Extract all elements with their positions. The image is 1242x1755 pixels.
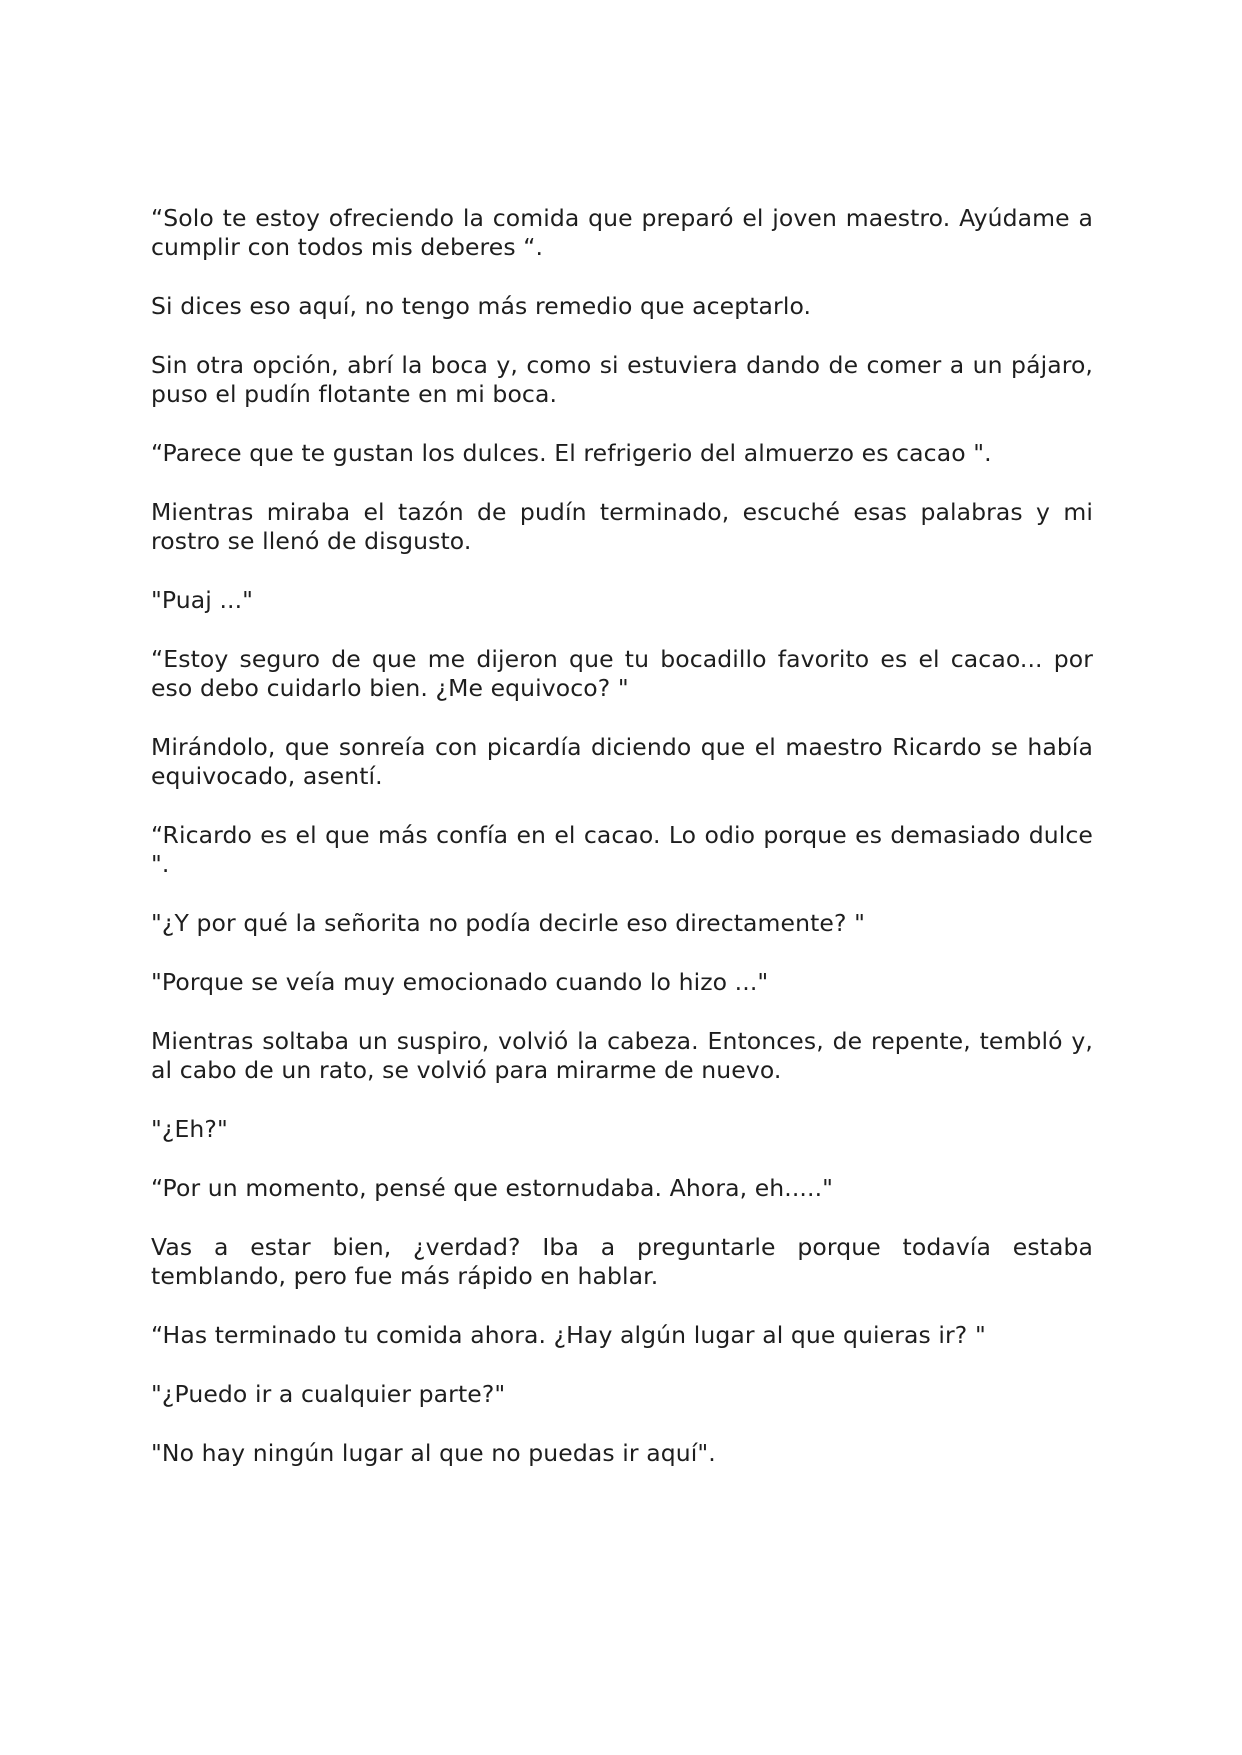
paragraph: Si dices eso aquí, no tengo más remedio que aceptarlo. bbox=[151, 292, 812, 320]
paragraph: “Has terminado tu comida ahora. ¿Hay algún lugar al que quieras ir? " bbox=[151, 1321, 986, 1349]
paragraph: “Solo te estoy ofreciendo la comida que preparó el joven maestro. Ayúdame a cumplir con todos mis deberes “. bbox=[151, 204, 1093, 261]
paragraph: Vas a estar bien, ¿verdad? Iba a preguntarle porque todavía estaba temblando, pero fue más rápido en hablar. bbox=[151, 1233, 1093, 1290]
paragraph: "¿Puedo ir a cualquier parte?" bbox=[151, 1380, 506, 1408]
paragraph: "¿Y por qué la señorita no podía decirle eso directamente? " bbox=[151, 909, 866, 937]
paragraph: "No hay ningún lugar al que no puedas ir aquí". bbox=[151, 1439, 716, 1467]
document-body bbox=[151, 204, 1093, 1498]
paragraph: Sin otra opción, abrí la boca y, como si estuviera dando de comer a un pájaro, puso el pudín flotante en mi boca. bbox=[151, 351, 1093, 408]
paragraph: Mientras miraba el tazón de pudín terminado, escuché esas palabras y mi rostro se llenó de disgusto. bbox=[151, 498, 1093, 555]
paragraph: “Ricardo es el que más confía en el cacao. Lo odio porque es demasiado dulce ". bbox=[151, 821, 1093, 878]
paragraph: “Parece que te gustan los dulces. El refrigerio del almuerzo es cacao ". bbox=[151, 439, 992, 467]
paragraph: “Estoy seguro de que me dijeron que tu bocadillo favorito es el cacao... por eso debo cuidarlo bien. ¿Me equivoco? " bbox=[151, 645, 1093, 702]
paragraph: Mientras soltaba un suspiro, volvió la cabeza. Entonces, de repente, tembló y, al cabo de un rato, se volvió para mirarme de nuevo. bbox=[151, 1027, 1093, 1084]
paragraph: "¿Eh?" bbox=[151, 1115, 228, 1143]
paragraph: Mirándolo, que sonreía con picardía diciendo que el maestro Ricardo se había equivocado, asentí. bbox=[151, 733, 1093, 790]
paragraph: “Por un momento, pensé que estornudaba. Ahora, eh....." bbox=[151, 1174, 834, 1202]
paragraph: "Porque se veía muy emocionado cuando lo hizo ..." bbox=[151, 968, 769, 996]
paragraph: "Puaj ..." bbox=[151, 586, 254, 614]
